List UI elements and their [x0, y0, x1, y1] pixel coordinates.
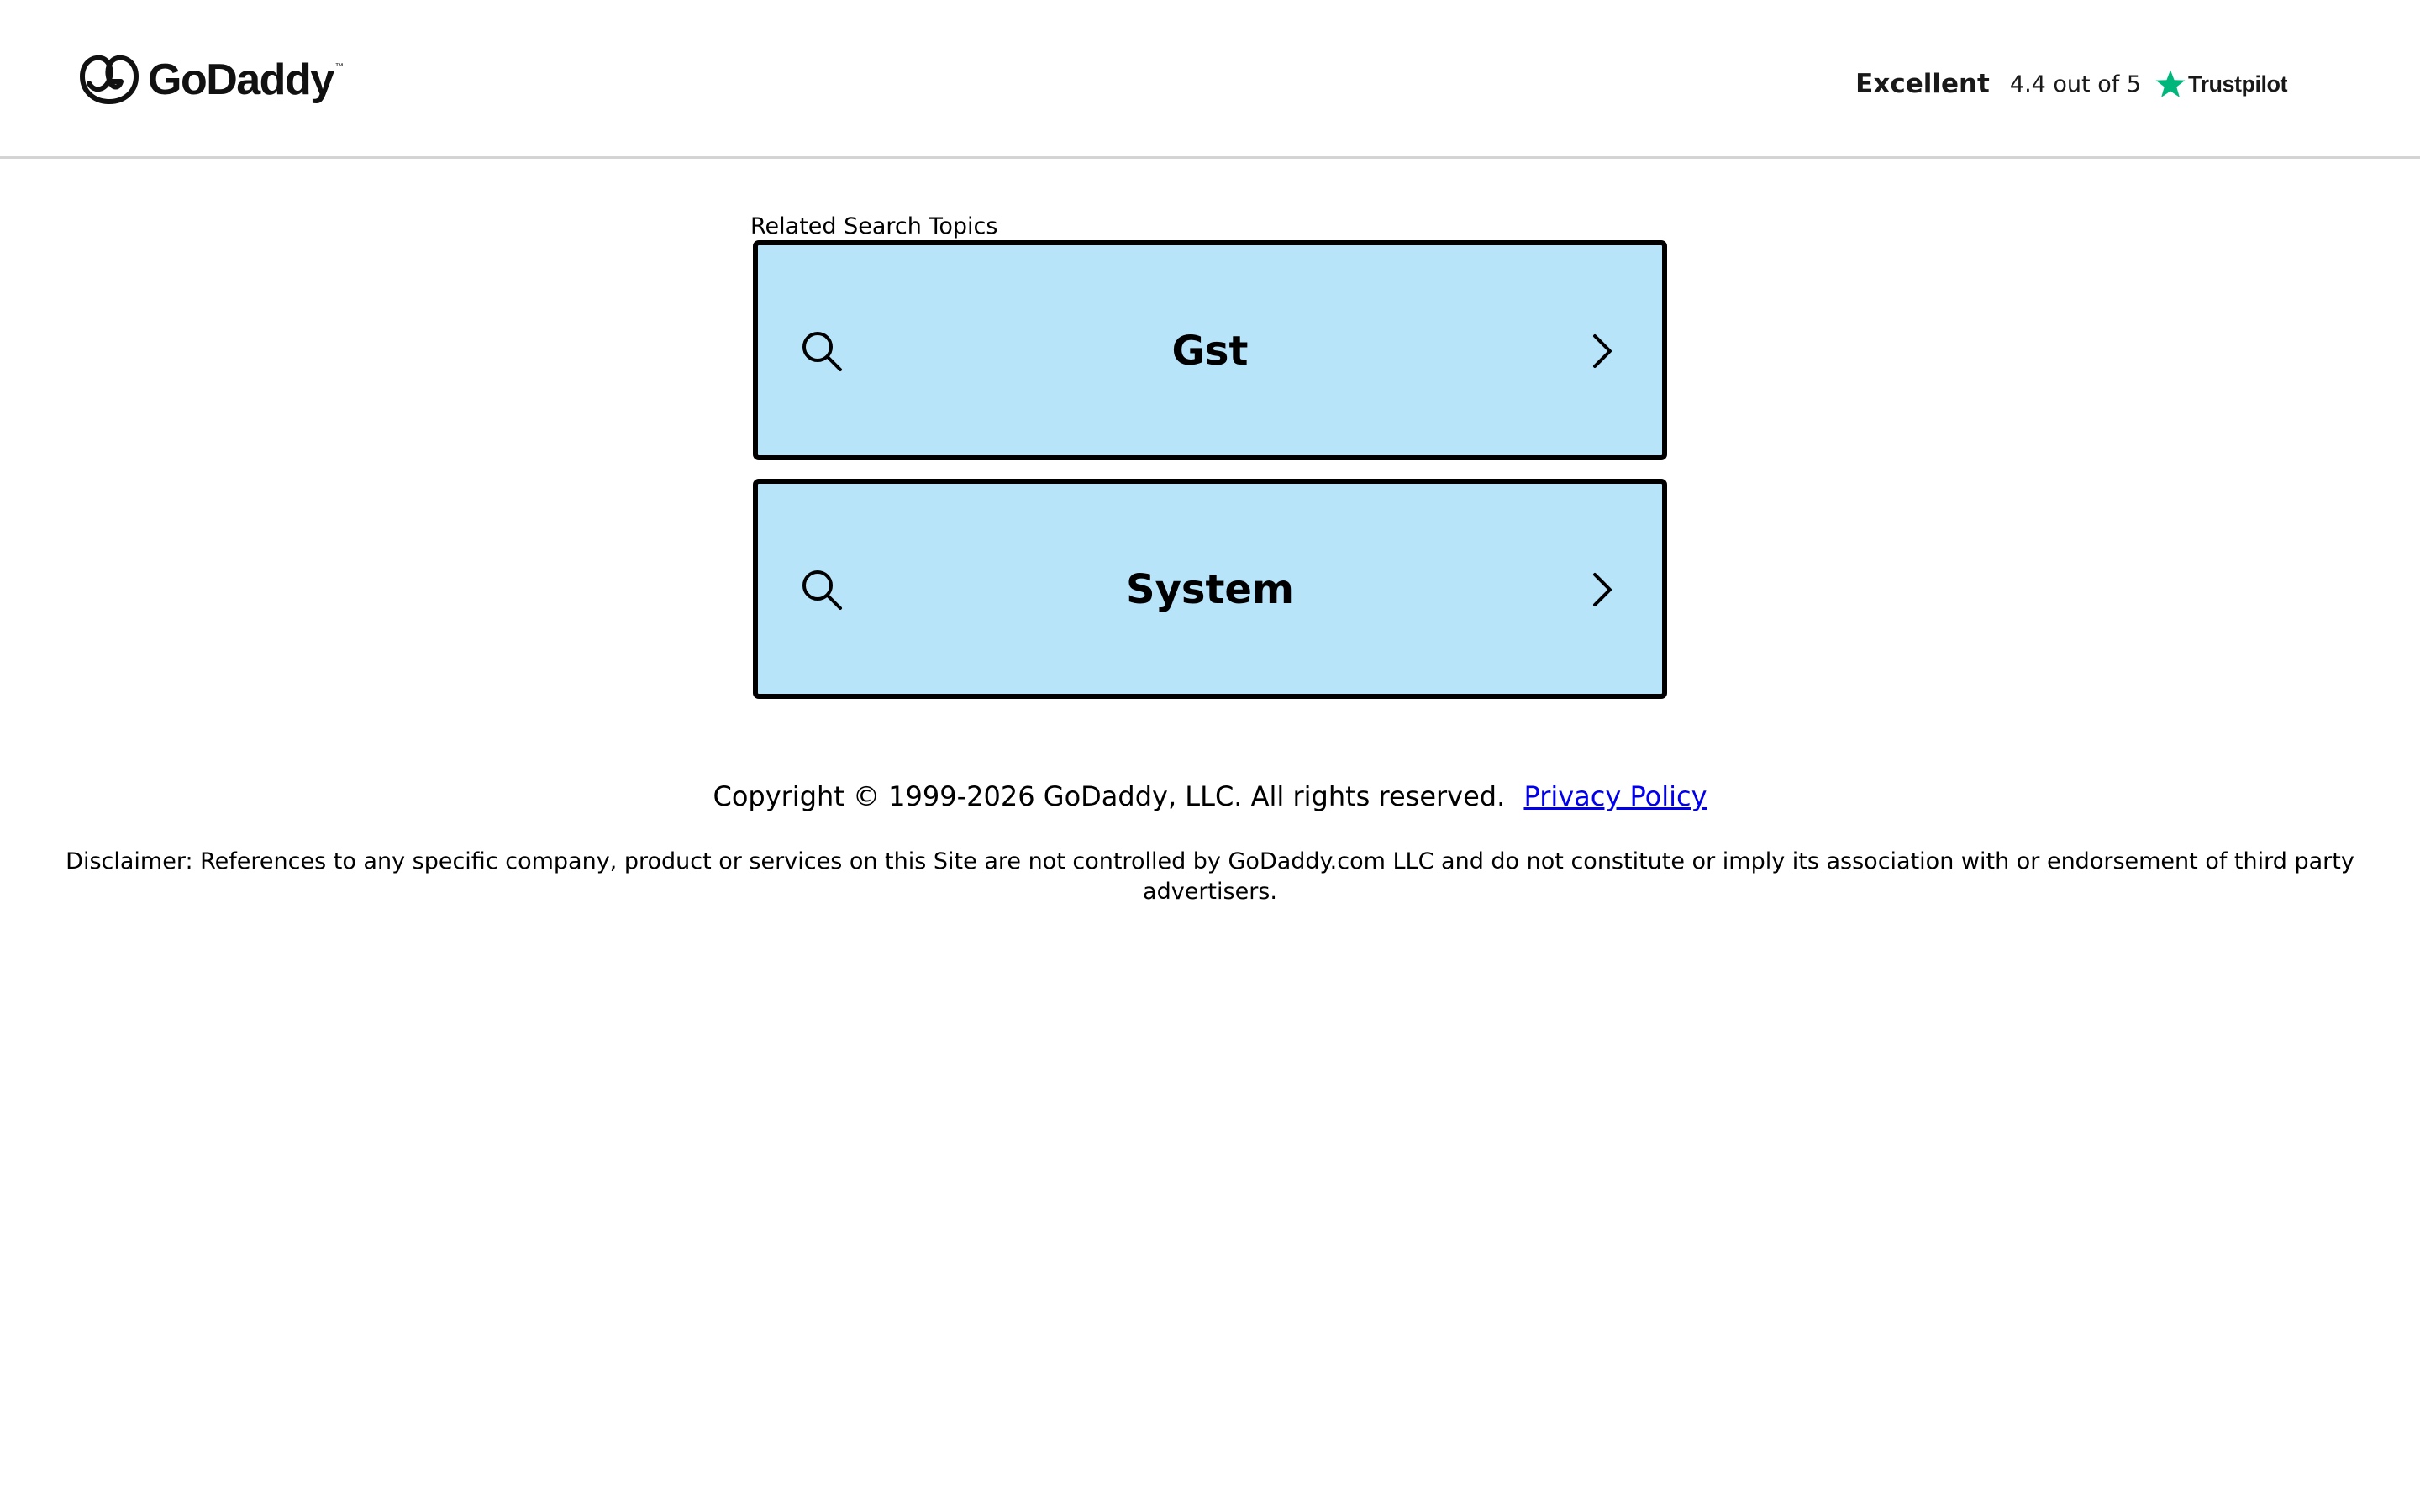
- logo-trademark: ™: [334, 62, 344, 71]
- trustpilot-widget[interactable]: [1855, 66, 2287, 102]
- copyright-text: Copyright © 1999-2026 GoDaddy, LLC. All rights reserved.: [713, 780, 1506, 812]
- chevron-right-icon: [1590, 333, 1615, 370]
- trustpilot-star-icon: [2154, 68, 2186, 100]
- topic-button-system[interactable]: [753, 479, 1667, 699]
- topic-label: System: [1126, 566, 1294, 613]
- chevron-right-icon: [1590, 571, 1615, 608]
- trustpilot-score: 4.4 out of 5: [2009, 71, 2141, 97]
- godaddy-logo-icon: [79, 53, 139, 107]
- trustpilot-rating-label: Excellent: [1855, 69, 1990, 99]
- topic-button-gst[interactable]: [753, 240, 1667, 460]
- topic-label: Gst: [1171, 328, 1249, 375]
- godaddy-logo[interactable]: [79, 52, 344, 108]
- trustpilot-brand: Trustpilot: [2188, 71, 2287, 97]
- logo-wordmark: GoDaddy: [148, 55, 334, 104]
- footer-copyright-line: [0, 780, 2420, 813]
- related-search-topics-heading: Related Search Topics: [750, 213, 998, 239]
- footer-disclaimer: Disclaimer: References to any specific company, product or services on this Site are not controlled by GoDaddy.com LLC and do not constitute or imply its association with or endorsement of third party advertisers.: [66, 848, 2354, 905]
- site-header: [0, 0, 2420, 159]
- privacy-policy-link[interactable]: Privacy Policy: [1523, 780, 1707, 812]
